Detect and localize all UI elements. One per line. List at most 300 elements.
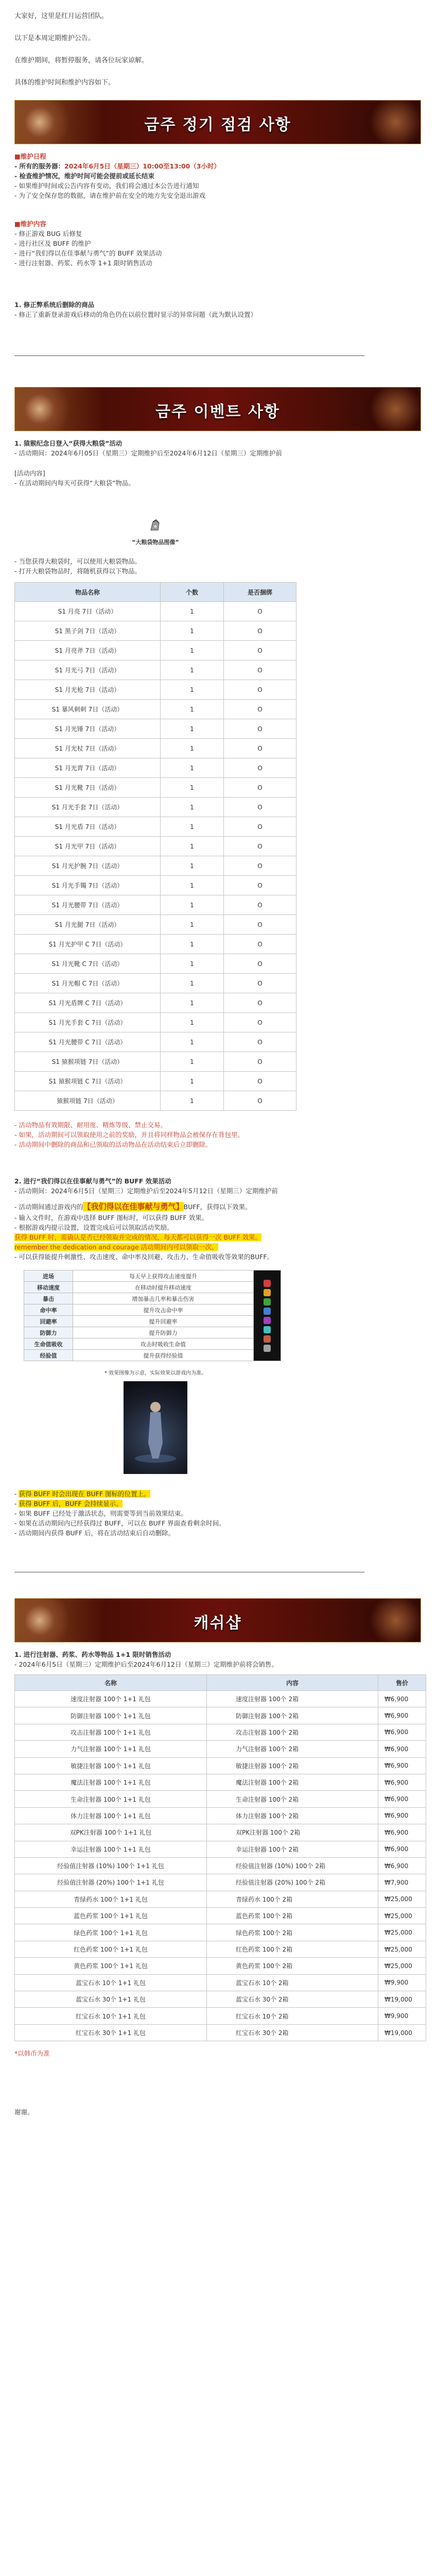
table-row xyxy=(15,1941,426,1957)
shop-content-cell: 经验值注射器 (10%) 100个 2箱 xyxy=(207,1857,378,1874)
event2-buff-name: 【我们得以在佳事献与勇气】 xyxy=(83,1202,184,1211)
item-count-cell: 1 xyxy=(161,1072,224,1091)
event2-more-note: - 如果 BUFF 已经处于激活状态，则需要等到当前效果结束。 xyxy=(14,1509,427,1518)
table-row xyxy=(15,1707,426,1724)
table-row xyxy=(15,1874,426,1891)
item-bound-cell: O xyxy=(224,660,296,680)
table-row xyxy=(15,680,296,700)
closing-text: 谢谢。 xyxy=(14,2108,34,2116)
item-name-cell: S1 月光靴 C 7日（活动） xyxy=(15,954,161,974)
item-count-cell: 1 xyxy=(161,778,224,798)
item-name-cell: S1 月光腰带 7日（活动） xyxy=(15,895,161,915)
buff-value-cell: 提升攻击命中率 xyxy=(73,1304,254,1316)
event2-bottom-notes xyxy=(14,1489,427,1538)
table-row xyxy=(15,641,296,660)
event1-title: 1. 猿猴纪念日登入“获得大粮袋”活动 xyxy=(14,439,123,447)
table-row xyxy=(15,758,296,778)
update-section xyxy=(14,300,427,319)
item-bound-cell: O xyxy=(224,935,296,954)
table-row xyxy=(15,895,296,915)
shop-name-cell: 黄色药浆 100个 1+1 礼包 xyxy=(15,1958,207,1974)
intro-line: 在维护期间，将暂停服务，请各位玩家谅解。 xyxy=(14,57,149,64)
table-row xyxy=(15,1924,426,1941)
shop-header-row xyxy=(15,1675,426,1691)
col-header-count: 个数 xyxy=(161,583,224,602)
shop-name-cell: 力气注射器 100个 1+1 礼包 xyxy=(15,1741,207,1757)
table-row xyxy=(15,837,296,856)
buff-value-cell: 提升回避率 xyxy=(73,1316,254,1327)
item-bound-cell: O xyxy=(224,1013,296,1032)
shop-content-cell: 蓝宝石水 10个 2箱 xyxy=(207,1974,378,1991)
event1-red-note: - 如果，活动期间可以领取使用之前的奖励，并且将同样物品会被保存在背包里。 xyxy=(14,1130,427,1140)
event-item-table-body xyxy=(15,602,296,1111)
item-name-cell: S1 月光弓 7日（活动） xyxy=(15,660,161,680)
shop-content-cell: 魔法注射器 100个 2箱 xyxy=(207,1774,378,1790)
shop-price-cell: ₩6,900 xyxy=(378,1741,426,1757)
buff-row xyxy=(24,1316,281,1327)
item-name-cell: S1 月光甲 7日（活动） xyxy=(15,837,161,856)
table-row xyxy=(15,1091,296,1111)
item-bound-cell: O xyxy=(224,798,296,817)
event2-red-line: 获得 BUFF 时，需确认是否已经领取并完成的情况，每天都可以获得一次 BUFF 效果。 xyxy=(14,1233,262,1241)
table-row xyxy=(15,1724,426,1740)
item-count-cell: 1 xyxy=(161,660,224,680)
item-name-cell: S1 月亮 7日（活动） xyxy=(15,602,161,621)
shop-price-cell: ₩9,900 xyxy=(378,1974,426,1991)
shop-name-cell: 经验值注射器 (20%) 100个 1+1 礼包 xyxy=(15,1874,207,1891)
bag-icon xyxy=(148,519,163,532)
item-bound-cell: O xyxy=(224,621,296,641)
item-name-cell: S1 月光靴 7日（活动） xyxy=(15,778,161,798)
item-bound-cell: O xyxy=(224,700,296,719)
item-count-cell: 1 xyxy=(161,719,224,739)
shop-price-cell: ₩6,900 xyxy=(378,1757,426,1774)
schedule-extend-note: - 检查维护情况，维护时间可能会提前或延长结束 xyxy=(14,172,155,180)
table-row xyxy=(15,1052,296,1072)
buff-value-cell: 在移动时提升移动速度 xyxy=(73,1282,254,1293)
buff-icon xyxy=(264,1289,271,1296)
buff-icon xyxy=(264,1345,271,1352)
buff-row xyxy=(24,1304,281,1316)
maintenance-content xyxy=(14,219,427,268)
table-row xyxy=(15,876,296,895)
buff-icon xyxy=(264,1308,271,1315)
content-item: - 修正游戏 BUG 后修复 xyxy=(14,229,427,239)
shop-period: - 2024年6月5日（星期三）定期维护后至2024年6月12日（星期三）定期维护前将会销售。 xyxy=(14,1660,278,1668)
shop-content-cell: 蓝宝石水 30个 2箱 xyxy=(207,1991,378,2008)
event2-bottom-note: 获得 BUFF 时会出现在 BUFF 图标的位置上。 xyxy=(19,1490,150,1498)
content-item: - 进行“我们得以在佳事献与勇气”的 BUFF 效果活动 xyxy=(14,248,427,258)
buff-key-cell: 生命值吸收 xyxy=(24,1338,73,1350)
table-row xyxy=(15,798,296,817)
item-name-cell: S1 月光护甲 C 7日（活动） xyxy=(15,935,161,954)
content-heading: ■维护内容 xyxy=(14,220,46,228)
shop-name-cell: 魔法注射器 100个 1+1 礼包 xyxy=(15,1774,207,1790)
update-note: - 修正了重新登录游戏后移动的角色仍在以前位置时显示的异常问题（此为默认设置） xyxy=(14,311,257,318)
table-row xyxy=(15,1824,426,1841)
buff-icon xyxy=(264,1326,271,1333)
shop-name-cell: 蓝宝石水 30个 1+1 礼包 xyxy=(15,1991,207,2008)
event1-red-note: - 活动物品有效期限、耐用度、精炼等级、禁止交易。 xyxy=(14,1120,427,1130)
event2-title: 2. 进行“我们得以在佳事献与勇气”的 BUFF 效果活动 xyxy=(14,1177,171,1185)
buff-effect-table xyxy=(24,1270,281,1361)
table-row xyxy=(15,1791,426,1807)
shop-content-cell: 绿色药浆 100个 2箱 xyxy=(207,1924,378,1941)
shop-content-cell: 防御注射器 100个 2箱 xyxy=(207,1707,378,1724)
schedule-note: - 如果维护时间或公告内容有变动，我们将会通过本公告进行通知 xyxy=(14,181,427,191)
event-1 xyxy=(14,438,427,1149)
event1-content-heading: [活动内容] xyxy=(14,469,45,477)
shop-price-cell: ₩6,900 xyxy=(378,1807,426,1824)
table-row xyxy=(15,1908,426,1924)
item-count-cell: 1 xyxy=(161,758,224,778)
table-row xyxy=(15,817,296,837)
shop-price-cell: ₩6,900 xyxy=(378,1707,426,1724)
schedule-heading: ■维护日程 xyxy=(14,152,46,160)
shop-content-cell: 双PK注射器 100个 2箱 xyxy=(207,1824,378,1841)
shop-content-cell: 攻击注射器 100个 2箱 xyxy=(207,1724,378,1740)
item-name-cell: S1 黑子剑 7日（活动） xyxy=(15,621,161,641)
item-count-cell: 1 xyxy=(161,739,224,758)
buff-row xyxy=(24,1350,281,1361)
event2-apply-line xyxy=(14,1201,427,1213)
table-row xyxy=(15,660,296,680)
shop-content-cell: 红宝石水 10个 2箱 xyxy=(207,2008,378,2024)
shop-name-cell: 蓝色药浆 100个 1+1 礼包 xyxy=(15,1908,207,1924)
event2-red-line2: remember the dedication and courage 活动期间内可以领取一次。 xyxy=(14,1243,218,1251)
buff-icons-cell xyxy=(254,1270,281,1361)
item-bound-cell: O xyxy=(224,1091,296,1111)
item-count-cell: 1 xyxy=(161,1052,224,1072)
shop-price-cell: ₩25,000 xyxy=(378,1891,426,1907)
shop-price-cell: ₩6,900 xyxy=(378,1691,426,1707)
event2-note: - 输入文件时，在游戏中选择 BUFF 图标时，可以获得 BUFF 效果。 xyxy=(14,1213,427,1223)
section-divider xyxy=(14,355,364,356)
table-row xyxy=(15,1013,296,1032)
item-name-cell: S1 月光盾 7日（活动） xyxy=(15,817,161,837)
table-row xyxy=(15,1691,426,1707)
schedule-note: - 为了安全保存您的数据，请在维护前在安全的地方先安全退出游戏 xyxy=(14,191,427,200)
table-row xyxy=(15,935,296,954)
buff-value-cell: 每天早上获得攻击速度提升 xyxy=(73,1270,254,1282)
item-name-cell: S1 猿猴项链 7日（活动） xyxy=(15,1052,161,1072)
intro-section xyxy=(14,11,427,88)
event2-bottom-note-wrap xyxy=(14,1489,427,1499)
shop-price-cell: ₩6,900 xyxy=(378,1824,426,1841)
shop-content-cell: 蓝色药浆 100个 2箱 xyxy=(207,1908,378,1924)
event1-content: - 在活动期间内每天可获得“大粮袋”物品。 xyxy=(14,479,135,487)
schedule-time: 2024年6月5日（星期三）10:00至13:00（3小时） xyxy=(64,162,221,170)
item-name-cell: S1 月光护腕 7日（活动） xyxy=(15,856,161,876)
shop-table-body xyxy=(15,1691,426,2041)
shop-content-cell: 生命注射器 100个 2箱 xyxy=(207,1791,378,1807)
shop-name-cell: 绿色药浆 100个 1+1 礼包 xyxy=(15,1924,207,1941)
table-row xyxy=(15,1857,426,1874)
table-row xyxy=(15,1991,426,2008)
intro-line: 大家好，这里是红月运营团队。 xyxy=(14,12,109,20)
shop-name-cell: 体力注射器 100个 1+1 礼包 xyxy=(15,1807,207,1824)
item-name-cell: S1 月光盾牌 C 7日（活动） xyxy=(15,993,161,1013)
cashshop-section xyxy=(14,1650,427,2116)
item-count-cell: 1 xyxy=(161,1091,224,1111)
col-header-bound: 是否捆绑 xyxy=(224,583,296,602)
item-count-cell: 1 xyxy=(161,817,224,837)
item-bound-cell: O xyxy=(224,758,296,778)
event2-red-line-wrap xyxy=(14,1232,427,1242)
event2-red-line2-wrap xyxy=(14,1242,427,1252)
buff-row xyxy=(24,1282,281,1293)
buff-screenshot xyxy=(14,1381,296,1476)
item-count-cell: 1 xyxy=(161,876,224,895)
buff-character-image xyxy=(124,1381,187,1474)
item-name-cell: S1 月亮斧 7日（活动） xyxy=(15,641,161,660)
maintenance-banner xyxy=(14,100,421,144)
buff-icon xyxy=(264,1335,271,1343)
table-row xyxy=(15,1072,296,1091)
buff-value-cell: 提升获得经验值 xyxy=(73,1350,254,1361)
shop-content-cell: 经验值注射器 (20%) 100个 2箱 xyxy=(207,1874,378,1891)
event-banner xyxy=(14,387,421,431)
item-count-cell: 1 xyxy=(161,935,224,954)
item-name-cell: S1 月光枪 7日（活动） xyxy=(15,680,161,700)
shop-price-cell: ₩6,900 xyxy=(378,1774,426,1790)
item-count-cell: 1 xyxy=(161,798,224,817)
item-count-cell: 1 xyxy=(161,974,224,993)
buff-row xyxy=(24,1327,281,1338)
buff-value-cell: 提升防御力 xyxy=(73,1327,254,1338)
event2-bottom-note-wrap xyxy=(14,1499,427,1509)
item-count-cell: 1 xyxy=(161,954,224,974)
shop-col-name: 名称 xyxy=(15,1675,207,1691)
buff-row xyxy=(24,1338,281,1350)
event1-period: - 活动期间：2024年6月05日（星期三）定期维护后至2024年6月12日（星期三）定期维护前 xyxy=(14,449,282,457)
buff-row xyxy=(24,1293,281,1304)
table-row xyxy=(15,719,296,739)
table-row xyxy=(15,856,296,876)
item-count-cell: 1 xyxy=(161,680,224,700)
buff-key-cell: 命中率 xyxy=(24,1304,73,1316)
schedule-line xyxy=(14,161,427,171)
item-count-cell: 1 xyxy=(161,621,224,641)
item-name-cell: S1 暴风刺刺 7日（活动） xyxy=(15,700,161,719)
item-count-cell: 1 xyxy=(161,602,224,621)
table-row xyxy=(15,974,296,993)
shop-price-cell: ₩19,000 xyxy=(378,1991,426,2008)
shop-col-content: 内容 xyxy=(207,1675,378,1691)
table-row xyxy=(15,2008,426,2024)
item-count-cell: 1 xyxy=(161,895,224,915)
shop-content-cell: 红宝石水 30个 2箱 xyxy=(207,2024,378,2041)
buff-icon xyxy=(264,1280,271,1287)
shop-price-cell: ₩7,900 xyxy=(378,1874,426,1891)
item-bound-cell: O xyxy=(224,602,296,621)
price-footnote: *以韩币为准 xyxy=(14,2049,50,2058)
shop-price-cell: ₩6,900 xyxy=(378,1724,426,1740)
shop-price-cell: ₩6,900 xyxy=(378,1791,426,1807)
event2-apply-post: BUFF，获得以下效果。 xyxy=(183,1203,252,1211)
event-item-table xyxy=(14,582,296,1111)
item-count-cell: 1 xyxy=(161,1032,224,1052)
shop-name-cell: 攻击注射器 100个 1+1 礼包 xyxy=(15,1724,207,1740)
item-name-cell: S1 月光杖 7日（活动） xyxy=(15,739,161,758)
shop-price-cell: ₩9,900 xyxy=(378,2008,426,2024)
shop-name-cell: 敏捷注射器 100个 1+1 礼包 xyxy=(15,1757,207,1774)
shop-name-cell: 幸运注射器 100个 1+1 礼包 xyxy=(15,1841,207,1857)
item-bound-cell: O xyxy=(224,915,296,935)
item-name-cell: S1 月光胄 7日（活动） xyxy=(15,758,161,778)
col-header-name: 物品名称 xyxy=(15,583,161,602)
shop-name-cell: 蓝宝石水 10个 1+1 礼包 xyxy=(15,1974,207,1991)
item-bound-cell: O xyxy=(224,1032,296,1052)
update-title: 1. 修正弊系统后删除的商品 xyxy=(14,301,95,309)
table-row xyxy=(15,1958,426,1974)
maintenance-banner-title: 금주 정기 점검 사항 xyxy=(144,116,291,134)
table-row xyxy=(15,1032,296,1052)
cashshop-banner xyxy=(14,1598,421,1642)
shop-price-cell: ₩6,900 xyxy=(378,1841,426,1857)
shop-col-price: 售价 xyxy=(378,1675,426,1691)
bag-image-block xyxy=(14,519,296,546)
item-count-cell: 1 xyxy=(161,837,224,856)
buff-key-cell: 暴击 xyxy=(24,1293,73,1304)
table-row xyxy=(15,1841,426,1857)
table-row xyxy=(15,915,296,935)
table-row xyxy=(15,621,296,641)
item-bound-cell: O xyxy=(224,993,296,1013)
event2-bottom-note: 获得 BUFF 后，BUFF 会持续显示。 xyxy=(19,1500,123,1507)
schedule-label: - 所有的服务器： xyxy=(14,162,65,170)
table-header-row xyxy=(15,583,296,602)
item-bound-cell: O xyxy=(224,876,296,895)
item-name-cell: S1 月光手套 C 7日（活动） xyxy=(15,1013,161,1032)
event1-note: - 当您获得大粮袋时，可以使用大粮袋物品。 xyxy=(14,556,427,566)
item-name-cell: S1 猿猴项链 C 7日（活动） xyxy=(15,1072,161,1091)
table-row xyxy=(15,1807,426,1824)
item-bound-cell: O xyxy=(224,739,296,758)
cashshop-banner-title: 캐쉬샵 xyxy=(194,1614,242,1632)
shop-name-cell: 经验值注射器 (10%) 100个 1+1 礼包 xyxy=(15,1857,207,1874)
item-bound-cell: O xyxy=(224,817,296,837)
shop-name-cell: 红宝石水 10个 1+1 礼包 xyxy=(15,2008,207,2024)
event-2 xyxy=(14,1176,427,1538)
event-banner-title: 금주 이벤트 사항 xyxy=(155,403,280,421)
table-row xyxy=(15,1774,426,1790)
event2-more-note: - 活动期间内获得 BUFF 后，将在活动结束后自动删除。 xyxy=(14,1528,427,1538)
item-name-cell: S1 月光腿 7日（活动） xyxy=(15,915,161,935)
item-bound-cell: O xyxy=(224,680,296,700)
shop-price-cell: ₩19,000 xyxy=(378,2024,426,2041)
table-row xyxy=(15,2024,426,2041)
shop-price-cell: ₩25,000 xyxy=(378,1908,426,1924)
event1-red-notes xyxy=(14,1120,427,1149)
item-count-cell: 1 xyxy=(161,1013,224,1032)
shop-name-cell: 红宝石水 30个 1+1 礼包 xyxy=(15,2024,207,2041)
event2-apply-pre: - 活动期间通过游戏内的 xyxy=(14,1203,83,1211)
shop-name-cell: 双PK注射器 100个 1+1 礼包 xyxy=(15,1824,207,1841)
shop-content-cell: 力气注射器 100个 2箱 xyxy=(207,1741,378,1757)
event2-note: - 根据游戏内提示设置，设置完成后可以领取活动奖励。 xyxy=(14,1223,427,1232)
item-count-cell: 1 xyxy=(161,993,224,1013)
table-row xyxy=(15,602,296,621)
table-row xyxy=(15,778,296,798)
shop-name-cell: 生命注射器 100个 1+1 礼包 xyxy=(15,1791,207,1807)
content-item: - 进行注射器、药浆、药水等 1+1 限时销售活动 xyxy=(14,258,427,268)
item-bound-cell: O xyxy=(224,895,296,915)
buff-key-cell: 防御力 xyxy=(24,1327,73,1338)
item-count-cell: 1 xyxy=(161,641,224,660)
event1-red-note: - 活动期间中删除的商品和已领取的活动物品在活动结束后立即删除。 xyxy=(14,1140,427,1149)
item-name-cell: S1 月光帽 C 7日（活动） xyxy=(15,974,161,993)
event2-last: - 可以获得能提升刺激性、攻击速度、命中率及回避、攻击力、生命值吸收等效果的BUFF。 xyxy=(14,1253,274,1261)
item-bound-cell: O xyxy=(224,1072,296,1091)
shop-price-cell: ₩25,000 xyxy=(378,1941,426,1957)
item-name-cell: S1 月光手套 7日（活动） xyxy=(15,798,161,817)
shop-price-cell: ₩25,000 xyxy=(378,1958,426,1974)
shop-content-cell: 青绿药水 100个 2箱 xyxy=(207,1891,378,1907)
shop-table xyxy=(14,1674,426,2041)
item-bound-cell: O xyxy=(224,974,296,993)
intro-line: 以下是本周定期维护公告。 xyxy=(14,35,95,42)
bag-caption: “大粮袋物品图像” xyxy=(132,539,179,546)
buff-value-cell: 攻击时吸收生命值 xyxy=(73,1338,254,1350)
item-bound-cell: O xyxy=(224,641,296,660)
item-count-cell: 1 xyxy=(161,700,224,719)
buff-row xyxy=(24,1270,281,1282)
event2-more-note: - 如果在活动期间内已经获得过 BUFF，可以在 BUFF 界面查看剩余时间。 xyxy=(14,1518,427,1528)
shop-price-cell: ₩6,900 xyxy=(378,1857,426,1874)
content-item: - 进行社区及 BUFF 的维护 xyxy=(14,239,427,248)
table-row xyxy=(15,954,296,974)
item-bound-cell: O xyxy=(224,719,296,739)
intro-line: 具体的维护时间和维护内容如下。 xyxy=(14,79,115,87)
buff-icon xyxy=(264,1298,271,1306)
buff-caption: * 效果图像为示意，实际效果以游戏内为准。 xyxy=(104,1370,207,1376)
shop-content-cell: 幸运注射器 100个 2箱 xyxy=(207,1841,378,1857)
shop-name-cell: 速度注射器 100个 1+1 礼包 xyxy=(15,1691,207,1707)
item-bound-cell: O xyxy=(224,778,296,798)
table-row xyxy=(15,739,296,758)
buff-key-cell: 进场 xyxy=(24,1270,73,1282)
item-name-cell: S1 月光腰带 C 7日（活动） xyxy=(15,1032,161,1052)
item-count-cell: 1 xyxy=(161,856,224,876)
shop-content-cell: 速度注射器 100个 2箱 xyxy=(207,1691,378,1707)
buff-value-cell: 增加暴击几率和暴击伤害 xyxy=(73,1293,254,1304)
table-row xyxy=(15,1891,426,1907)
event2-period: - 活动期间：2024年6月5日（星期三）定期维护后至2024年5月12日（星期三）定期维护前 xyxy=(14,1187,278,1195)
shop-name-cell: 防御注射器 100个 1+1 礼包 xyxy=(15,1707,207,1724)
maintenance-schedule xyxy=(14,151,427,200)
table-row xyxy=(15,1757,426,1774)
shop-price-cell: ₩25,000 xyxy=(378,1924,426,1941)
buff-icon xyxy=(264,1317,271,1324)
buff-key-cell: 经验值 xyxy=(24,1350,73,1361)
item-bound-cell: O xyxy=(224,856,296,876)
buff-key-cell: 移动速度 xyxy=(24,1282,73,1293)
event1-note: - 打开大粮袋物品时，将随机获得以下物品。 xyxy=(14,566,427,576)
item-bound-cell: O xyxy=(224,954,296,974)
table-row xyxy=(15,993,296,1013)
shop-content-cell: 红色药浆 100个 2箱 xyxy=(207,1941,378,1957)
shop-name-cell: 红色药浆 100个 1+1 礼包 xyxy=(15,1941,207,1957)
item-count-cell: 1 xyxy=(161,915,224,935)
shop-content-cell: 敏捷注射器 100个 2箱 xyxy=(207,1757,378,1774)
item-name-cell: S1 月光手镯 7日（活动） xyxy=(15,876,161,895)
item-bound-cell: O xyxy=(224,1052,296,1072)
shop-name-cell: 青绿药水 100个 1+1 礼包 xyxy=(15,1891,207,1907)
buff-effect-table-body xyxy=(24,1270,281,1361)
table-row xyxy=(15,1741,426,1757)
table-row xyxy=(15,700,296,719)
